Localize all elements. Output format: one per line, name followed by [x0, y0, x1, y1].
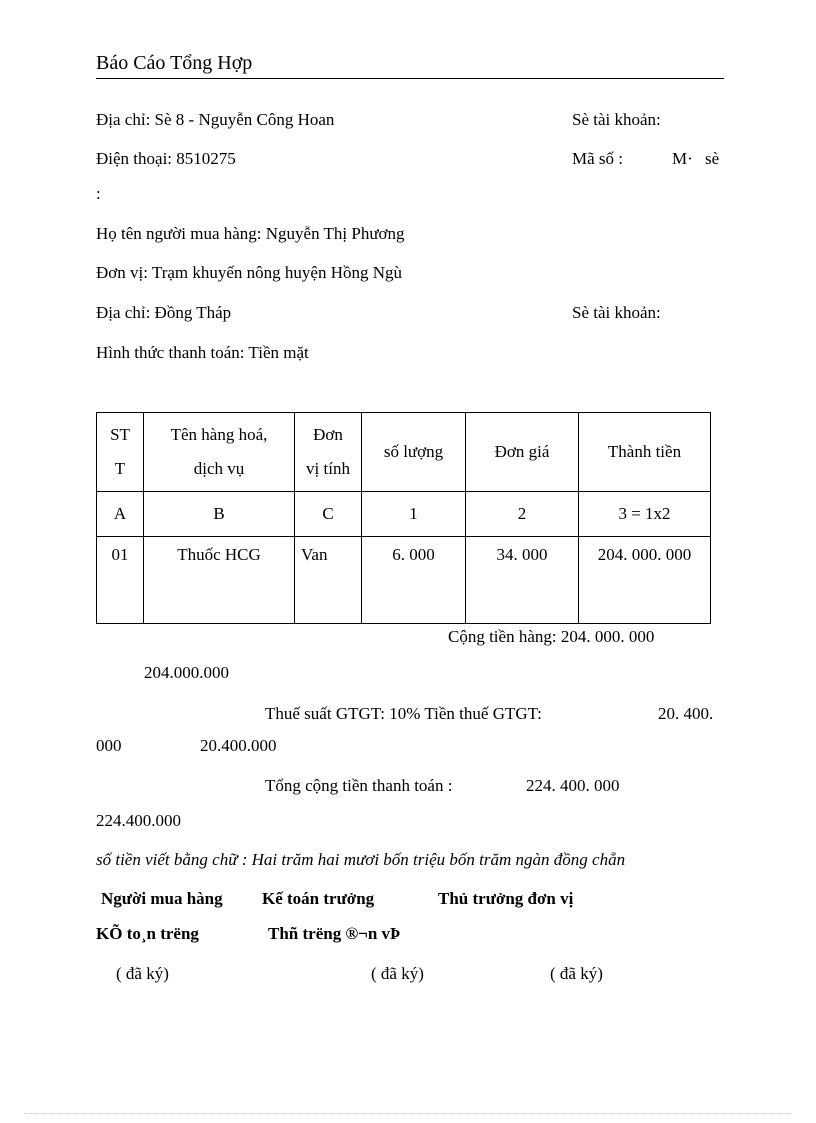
cell-amount: 204. 000. 000: [579, 537, 711, 624]
table-row: [97, 537, 711, 624]
colon-line: :: [96, 184, 101, 203]
table-code-row: [97, 492, 711, 537]
page-bottom-rule: [24, 1113, 792, 1114]
tax-code-tail-1: M·: [672, 149, 693, 168]
buyer-unit: Đơn vị: Trạm khuyến nông huyện Hồng Ngù: [96, 263, 403, 282]
tax-code-label: Mã số :: [572, 149, 623, 168]
code-cell: B: [144, 492, 295, 537]
page-title: Báo Cáo Tổng Hợp: [96, 52, 253, 74]
seller-address: Địa chỉ: Sè 8 - Nguyễn Công Hoan: [96, 110, 335, 129]
grand-total-label: Tổng cộng tiền thanh toán :: [265, 776, 453, 795]
signature-head: Thủ trưởng đơn vị: [438, 889, 574, 908]
seller-phone: Điện thoại: 8510275: [96, 149, 236, 168]
signature-buyer: Người mua hàng: [101, 889, 223, 908]
code-cell: A: [97, 492, 144, 537]
code-cell: C: [295, 492, 362, 537]
cell-quantity: 6. 000: [362, 537, 466, 624]
cell-item-name: Thuốc HCG: [144, 537, 295, 624]
subtotal: Cộng tiền hàng: 204. 000. 000: [448, 627, 655, 646]
vat-duplicate: 20.400.000: [200, 736, 277, 755]
code-cell: 2: [466, 492, 579, 537]
buyer-name: Họ tên người mua hàng: Nguyễn Thị Phương: [96, 224, 405, 243]
col-price-header: Đơn giá: [466, 413, 579, 492]
subtotal-duplicate: 204.000.000: [144, 663, 229, 682]
amount-in-words: số tiền viết bằng chữ : Hai trăm hai mươi bốn triệu bốn trăm ngàn đồng chẵn: [96, 850, 626, 869]
code-cell: 1: [362, 492, 466, 537]
vat-line: Thuế suất GTGT: 10% Tiền thuế GTGT:: [265, 704, 542, 723]
vat-amount-part-2: 000: [96, 736, 122, 755]
col-amount-header: Thành tiền: [579, 413, 711, 492]
tax-code-tail-2: sè: [705, 149, 720, 168]
grand-total-amount: 224. 400. 000: [526, 776, 620, 795]
table-header-row: [97, 413, 711, 492]
col-name-header-text: Tên hàng hoá, dịch vụ: [170, 425, 268, 478]
garbled-accountant: KÕ to¸n trëng: [96, 924, 199, 943]
code-cell: 3 = 1x2: [579, 492, 711, 537]
goods-table: [96, 412, 711, 624]
signed-note-3: ( đã ký): [550, 964, 603, 983]
payment-method: Hình thức thanh toán: Tiền mặt: [96, 343, 309, 362]
vat-amount-part-1: 20. 400.: [658, 704, 714, 723]
seller-account: Sè tài khoản:: [572, 110, 661, 129]
col-unit-header: [295, 413, 362, 492]
cell-stt: 01: [97, 537, 144, 624]
grand-total-duplicate: 224.400.000: [96, 811, 181, 830]
col-qty-header: số lượng: [362, 413, 466, 492]
signature-accountant: Kế toán trưởng: [262, 889, 375, 908]
col-stt-header: [97, 413, 144, 492]
signed-note-2: ( đã ký): [371, 964, 424, 983]
buyer-account: Sè tài khoản:: [572, 303, 661, 322]
header-divider: [96, 78, 724, 79]
col-name-header: [144, 413, 295, 492]
cell-unit-price: 34. 000: [466, 537, 579, 624]
buyer-address: Địa chỉ: Đồng Tháp: [96, 303, 232, 322]
col-stt-header-text: ST T: [110, 425, 130, 478]
cell-unit: Van: [295, 537, 362, 624]
col-unit-header-text: Đơn vị tính: [306, 425, 350, 478]
signed-note-1: ( đã ký): [116, 964, 169, 983]
garbled-head: Thñ trëng ®¬n vÞ: [268, 924, 401, 943]
